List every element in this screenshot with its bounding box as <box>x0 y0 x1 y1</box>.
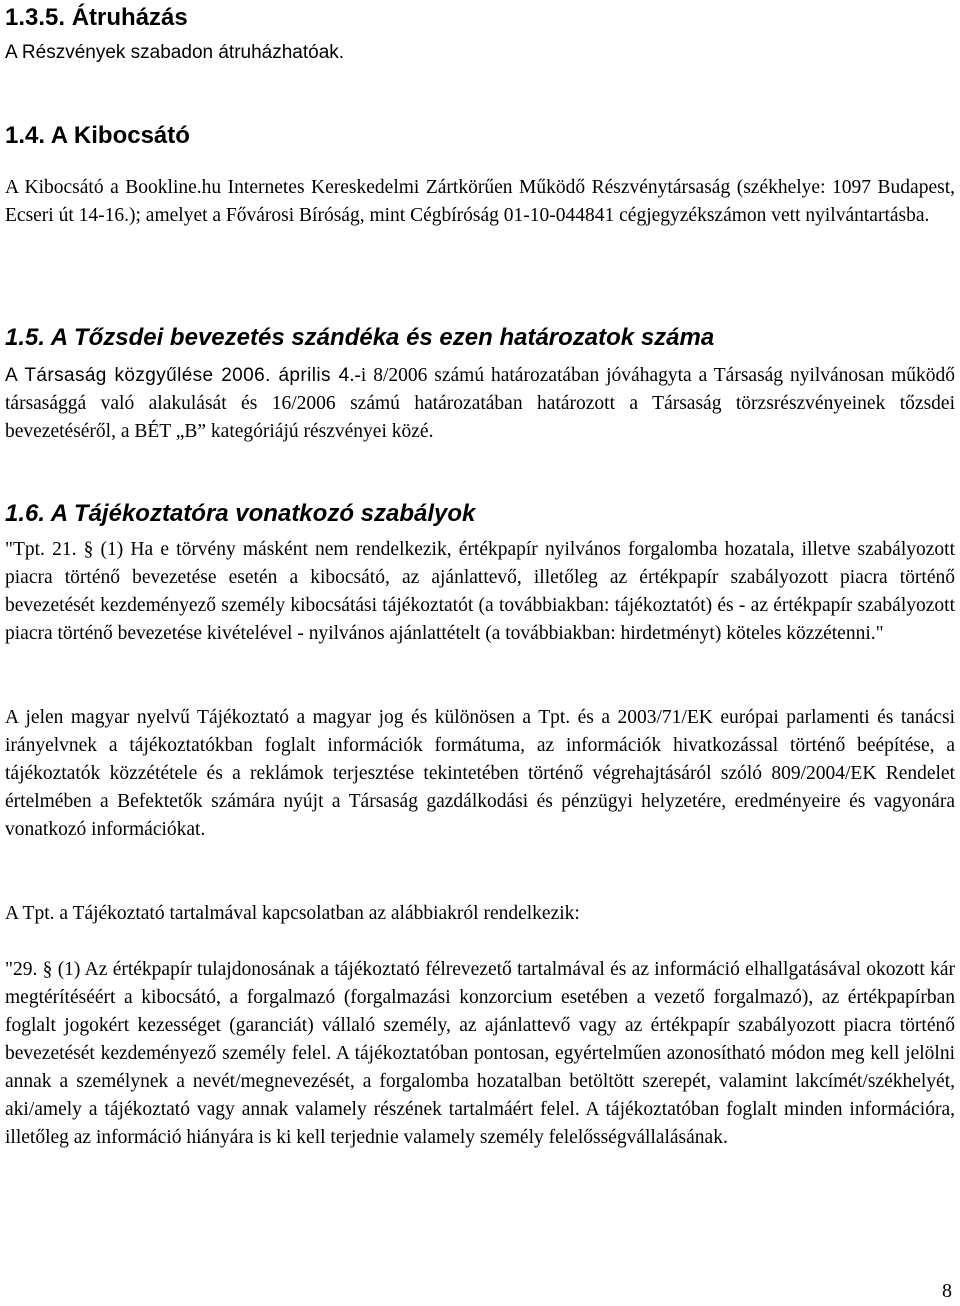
paragraph-1-4: A Kibocsátó a Bookline.hu Internetes Kereskedelmi Zártkörűen Működő Részvénytársaság (székhelye: 1097 Budapest, Ecseri út 14-16.); amelyet a Fővárosi Bíróság, mint Cégbíróság 01-10-044841 cégjegyzékszámon vett nyilvántartásba. <box>5 177 955 226</box>
paragraph-1-6-tpt-intro: A Tpt. a Tájékoztató tartalmával kapcsolatban az alábbiakról rendelkezik: <box>5 903 580 924</box>
paragraph-1-6-tpt21: "Tpt. 21. § (1) Ha e törvény másként nem rendelkezik, értékpapír nyilvános forgalomba hozatala, illetve szabályozott piacra történő bevezetése esetén a kibocsátó, az ajánlattevő, illetőleg az értékpapír szabályozott piacra történő bevezetését kezdeményező személy kibocsátási tájékoztatót (a továbbiakban: tájékoztatót) és - az értékpapír szabályozott piacra történő bevezetése kivételével - nyilvános ajánlattételt (a továbbiakban: hirdetményt) köteles közzétenni." <box>5 539 955 644</box>
paragraph-1-5 <box>5 362 955 446</box>
heading-1-4: 1.4. A Kibocsátó <box>5 122 190 149</box>
heading-1-3-5: 1.3.5. Átruházás <box>5 4 188 31</box>
paragraph-1-3-5: A Részvények szabadon átruházhatóak. <box>5 42 345 63</box>
heading-1-6: 1.6. A Tájékoztatóra vonatkozó szabályok <box>5 500 476 527</box>
paragraph-1-5-rest: .-i 8/2006 számú határozatában jóváhagyta a Társaság nyilvánosan működő társasággá való alakulását és 16/2006 számú határozatában határozott a Társaság törzsrészvényeinek tőzsdei bevezetéséről, a BÉT „B” kategóriájú részvényei közé. <box>5 365 955 442</box>
page-number: 8 <box>942 1280 952 1302</box>
paragraph-1-5-lead: A Társaság közgyűlése 2006. április 4 <box>5 365 350 386</box>
heading-1-5: 1.5. A Tőzsdei bevezetés szándéka és ezen határozatok száma <box>5 324 715 351</box>
paragraph-1-6-tajekoztato: A jelen magyar nyelvű Tájékoztató a magyar jog és különösen a Tpt. és a 2003/71/EK európai parlamenti és tanácsi irányelvnek a tájékoztatókban foglalt információk formátuma, az információk hivatkozással történő beépítése, a tájékoztatók közzététele és a reklámok terjesztése tekintetében történő végrehajtásáról szóló 809/2004/EK Rendelet értelmében a Befektetők számára nyújt a Társaság gazdálkodási és pénzügyi helyzetére, eredményeire és vagyonára vonatkozó információkat. <box>5 707 955 840</box>
paragraph-1-6-tpt29: "29. § (1) Az értékpapír tulajdonosának a tájékoztató félrevezető tartalmával és az információ elhallgatásával okozott kár megtérítéséért a kibocsátó, a forgalmazó (forgalmazási konzorcium esetében a vezető forgalmazó), az értékpapírban foglalt jogokért kezességet (garanciát) vállaló személy, az ajánlattevő vagy az értékpapír szabályozott piacra történő bevezetését kezdeményező személy felel. A tájékoztatóban pontosan, egyértelműen azonosítható módon meg kell jelölni annak a személynek a nevét/megnevezését, a forgalomba hozatalban betöltött szerepét, valamint lakcímét/székhelyét, aki/amely a tájékoztató vagy annak valamely részének tartalmáért felel. A tájékoztatóban foglalt minden információra, illetőleg az információ hiányára is ki kell terjednie valamely személy felelősségvállalásának. <box>5 959 955 1148</box>
